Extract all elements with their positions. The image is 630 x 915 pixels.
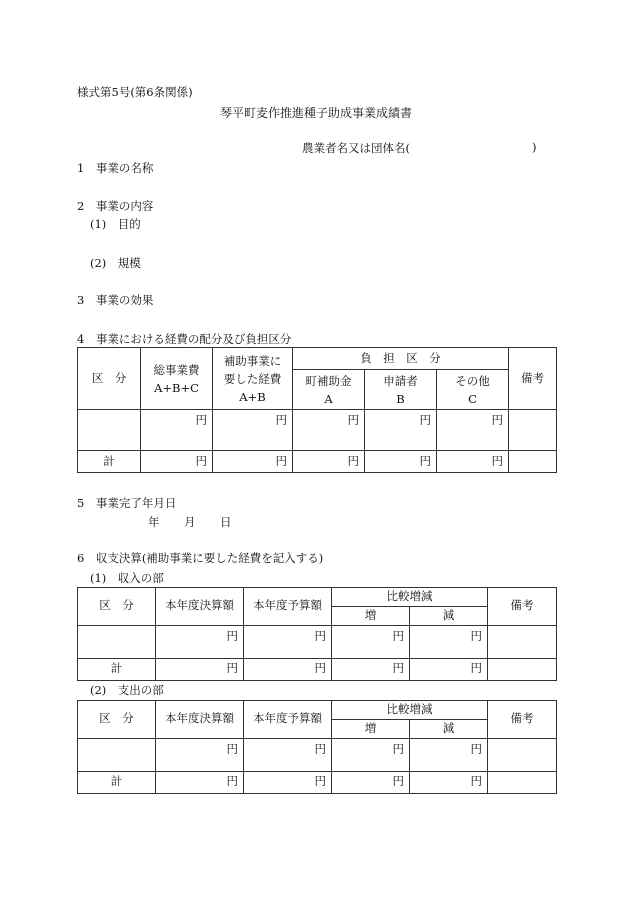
expense-allocation-table (77, 347, 557, 473)
comparison-header: 比較増減 (332, 588, 488, 607)
remarks-header: 備考 (488, 588, 557, 626)
decrease-header: 減 (410, 606, 488, 625)
yen-cell: 円 (213, 451, 293, 473)
yen-cell: 円 (156, 658, 244, 680)
table-cell (78, 625, 156, 658)
yen-cell: 円 (332, 738, 410, 771)
remarks-header: 備考 (509, 348, 557, 410)
applicant-close: ) (532, 140, 537, 154)
table-cell (488, 625, 557, 658)
yen-cell: 円 (437, 410, 509, 451)
yen-cell: 円 (410, 771, 488, 793)
section-5-heading: 5 事業完了年月日 (77, 496, 177, 510)
total-cost-header: 総事業費 A+B+C (141, 348, 213, 410)
section-2-2-heading: (2) 規模 (90, 256, 141, 270)
yen-cell: 円 (141, 451, 213, 473)
comparison-header: 比較増減 (332, 701, 488, 720)
applicant-header: 申請者 B (365, 370, 437, 410)
yen-cell: 円 (156, 738, 244, 771)
yen-cell: 円 (244, 658, 332, 680)
yen-cell: 円 (141, 410, 213, 451)
yen-cell: 円 (293, 451, 365, 473)
expenditure-table (77, 700, 557, 794)
yen-cell: 円 (410, 625, 488, 658)
decrease-header: 減 (410, 719, 488, 738)
yen-cell: 円 (244, 738, 332, 771)
increase-header: 増 (332, 606, 410, 625)
other-header: その他 C (437, 370, 509, 410)
yen-cell: 円 (156, 771, 244, 793)
yen-cell: 円 (410, 738, 488, 771)
kubun-header: 区 分 (78, 588, 156, 626)
yen-cell: 円 (365, 410, 437, 451)
yen-cell: 円 (410, 658, 488, 680)
table-cell (488, 658, 557, 680)
this-year-settlement-header: 本年度決算額 (156, 588, 244, 626)
applicant-label: 農業者名又は団体名( (302, 141, 410, 155)
yen-cell: 円 (437, 451, 509, 473)
total-label: 計 (78, 771, 156, 793)
table-cell (509, 410, 557, 451)
table-cell (509, 451, 557, 473)
this-year-settlement-header: 本年度決算額 (156, 701, 244, 739)
increase-header: 増 (332, 719, 410, 738)
date-month: 月 (184, 515, 196, 529)
form-id: 様式第5号(第6条関係) (77, 85, 193, 99)
total-label: 計 (78, 451, 141, 473)
section-4-heading: 4 事業における経費の配分及び負担区分 (77, 332, 292, 346)
date-day: 日 (220, 515, 232, 529)
kubun-header: 区 分 (78, 348, 141, 410)
income-table (77, 587, 557, 681)
yen-cell: 円 (156, 625, 244, 658)
date-year: 年 (148, 515, 160, 529)
yen-cell: 円 (365, 451, 437, 473)
this-year-budget-header: 本年度予算額 (244, 588, 332, 626)
yen-cell: 円 (213, 410, 293, 451)
section-6-heading: 6 収支決算(補助事業に要した経費を記入する) (77, 551, 324, 565)
town-subsidy-header: 町補助金 A (293, 370, 365, 410)
this-year-budget-header: 本年度予算額 (244, 701, 332, 739)
section-1-heading: 1 事業の名称 (77, 161, 154, 175)
yen-cell: 円 (332, 658, 410, 680)
subsidy-cost-header: 補助事業に 要した経費 A+B (213, 348, 293, 410)
kubun-header: 区 分 (78, 701, 156, 739)
expenditure-heading: (2) 支出の部 (90, 683, 164, 697)
remarks-header: 備考 (488, 701, 557, 739)
yen-cell: 円 (293, 410, 365, 451)
table-cell (78, 410, 141, 451)
table-cell (78, 738, 156, 771)
section-2-heading: 2 事業の内容 (77, 199, 154, 213)
yen-cell: 円 (332, 771, 410, 793)
section-2-1-heading: (1) 目的 (90, 217, 141, 231)
page-title: 琴平町麦作推進種子助成事業成績書 (220, 106, 413, 120)
burden-header: 負 担 区 分 (293, 348, 509, 370)
table-cell (488, 771, 557, 793)
total-label: 計 (78, 658, 156, 680)
yen-cell: 円 (244, 625, 332, 658)
table-cell (488, 738, 557, 771)
section-3-heading: 3 事業の効果 (77, 293, 154, 307)
yen-cell: 円 (244, 771, 332, 793)
income-heading: (1) 収入の部 (90, 571, 164, 585)
yen-cell: 円 (332, 625, 410, 658)
